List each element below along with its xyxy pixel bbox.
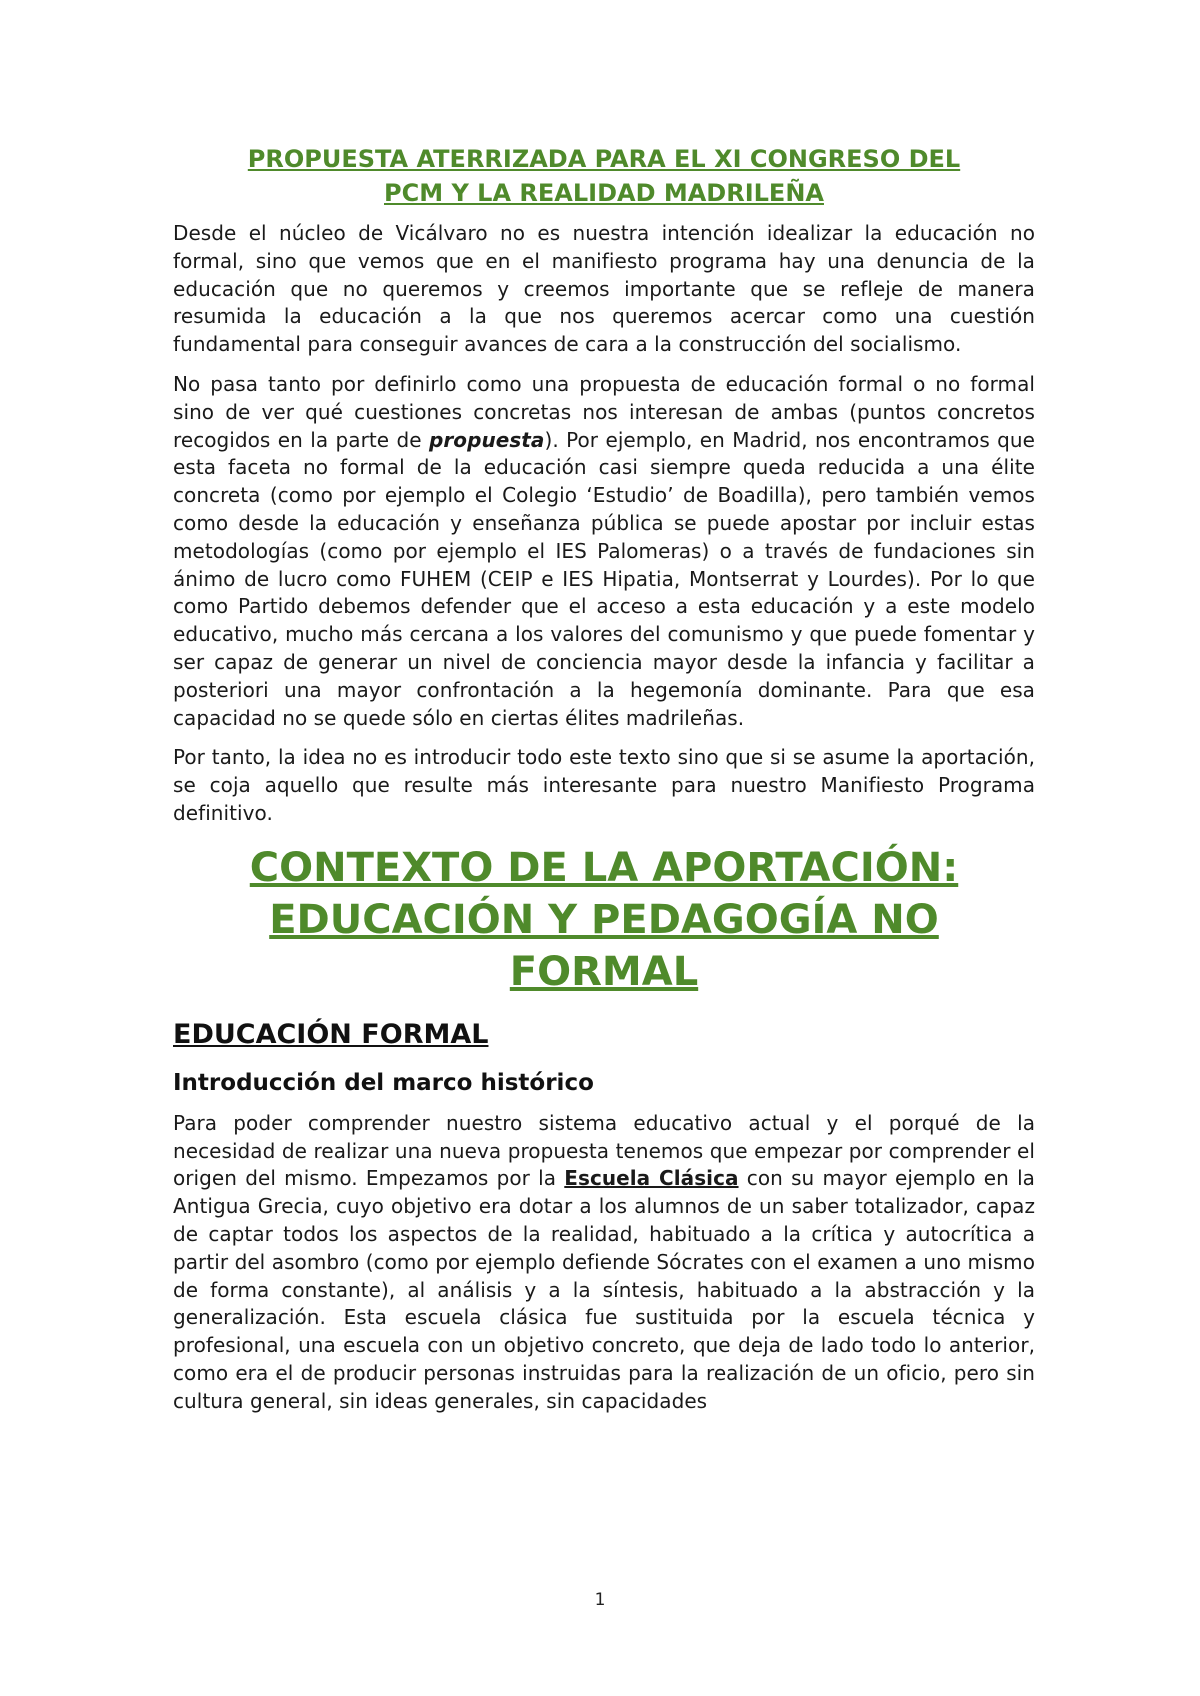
document-title-line-2: PCM Y LA REALIDAD MADRILEÑA [384, 179, 824, 207]
document-title-line-1: PROPUESTA ATERRIZADA PARA EL XI CONGRESO DEL [247, 145, 961, 173]
body-paragraph-1-part-1: Para poder comprender nuestro sistema educativo actual y el porqué de la necesidad de realizar una nueva propuesta tenemos que empezar por comprender el origen del mismo. Empezamos por la [173, 1110, 1035, 1191]
page-number: 1 [594, 1590, 606, 1610]
intro-paragraph-2-part-2: ). Por ejemplo, en Madrid, nos encontramos que esta faceta no formal de la educación casi siempre queda reducida a una élite concreta (como por ejemplo el Colegio ‘Estudio’ de Boadilla), pero también vemos como desde la educación y enseñanza pública se puede apostar por incluir estas metodologías (como por ejemplo el IES Palomeras) o a través de fundaciones sin ánimo de lucro como FUHEM (CEIP e IES Hipatia, Montserrat y Lourdes). Por lo que como Partido debemos defender que el acceso a esta educación y a este modelo educativo, mucho más cercana a los valores del comunismo y que puede fomentar y ser capaz de generar un nivel de conciencia mayor desde la infancia y facilitar a posteriori una mayor confrontación a la hegemonía dominante. Para que esa capacidad no se quede sólo en ciertas élites madrileñas. [173, 427, 1036, 730]
body-paragraph-1-part-2: con su mayor ejemplo en la Antigua Grecia, cuyo objetivo era dotar a los alumnos de un saber totalizador, capaz de captar todos los aspectos de la realidad, habituado a la crítica y autocrítica a partir del asombro (como por ejemplo defiende Sócrates con el examen a uno mismo de forma constante), al análisis y a la síntesis, habituado a la abstracción y la generalización. Esta escuela clásica fue sustituida por la escuela técnica y profesional, una escuela con un objetivo concreto, que deja de lado todo lo anterior, como era el de producir personas instruidas para la realización de un oficio, pero sin cultura general, sin ideas generales, sin capacidades [173, 1166, 1035, 1413]
section-title-line-1: CONTEXTO DE LA APORTACIÓN: [249, 844, 959, 891]
escuela-clasica-link[interactable]: Escuela Clásica [564, 1166, 739, 1191]
page-content [173, 142, 1035, 1428]
section-title-line-3: FORMAL [509, 948, 699, 995]
body-paragraph-1 [173, 1110, 1035, 1416]
intro-paragraph-3: Por tanto, la idea no es introducir todo este texto sino que si se asume la aportación, se coja aquello que resulte más interesante para nuestro Manifiesto Programa definitivo. [173, 745, 1035, 825]
propuesta-emphasis: propuesta [429, 427, 545, 452]
subsubsection-heading: Introducción del marco histórico [173, 1069, 594, 1096]
intro-paragraph-2-part-1: No pasa tanto por definirlo como una propuesta de educación formal o no formal sino de ver qué cuestiones concretas nos interesan de ambas (puntos concretos recogidos en la parte de [173, 371, 1035, 452]
intro-paragraph-2 [173, 371, 1035, 732]
document-title [173, 142, 1035, 210]
section-title-line-2: EDUCACIÓN Y PEDAGOGÍA NO [269, 896, 939, 943]
section-title [173, 842, 1035, 998]
intro-paragraph-1: Desde el núcleo de Vicálvaro no es nuestra intención idealizar la educación no formal, sino que vemos que en el manifiesto programa hay una denuncia de la educación que no queremos y creemos importante que se refleje de manera resumida la educación a la que nos queremos acercar como una cuestión fundamental para conseguir avances de cara a la construcción del socialismo. [173, 221, 1035, 357]
subsection-heading: EDUCACIÓN FORMAL [173, 1018, 489, 1050]
